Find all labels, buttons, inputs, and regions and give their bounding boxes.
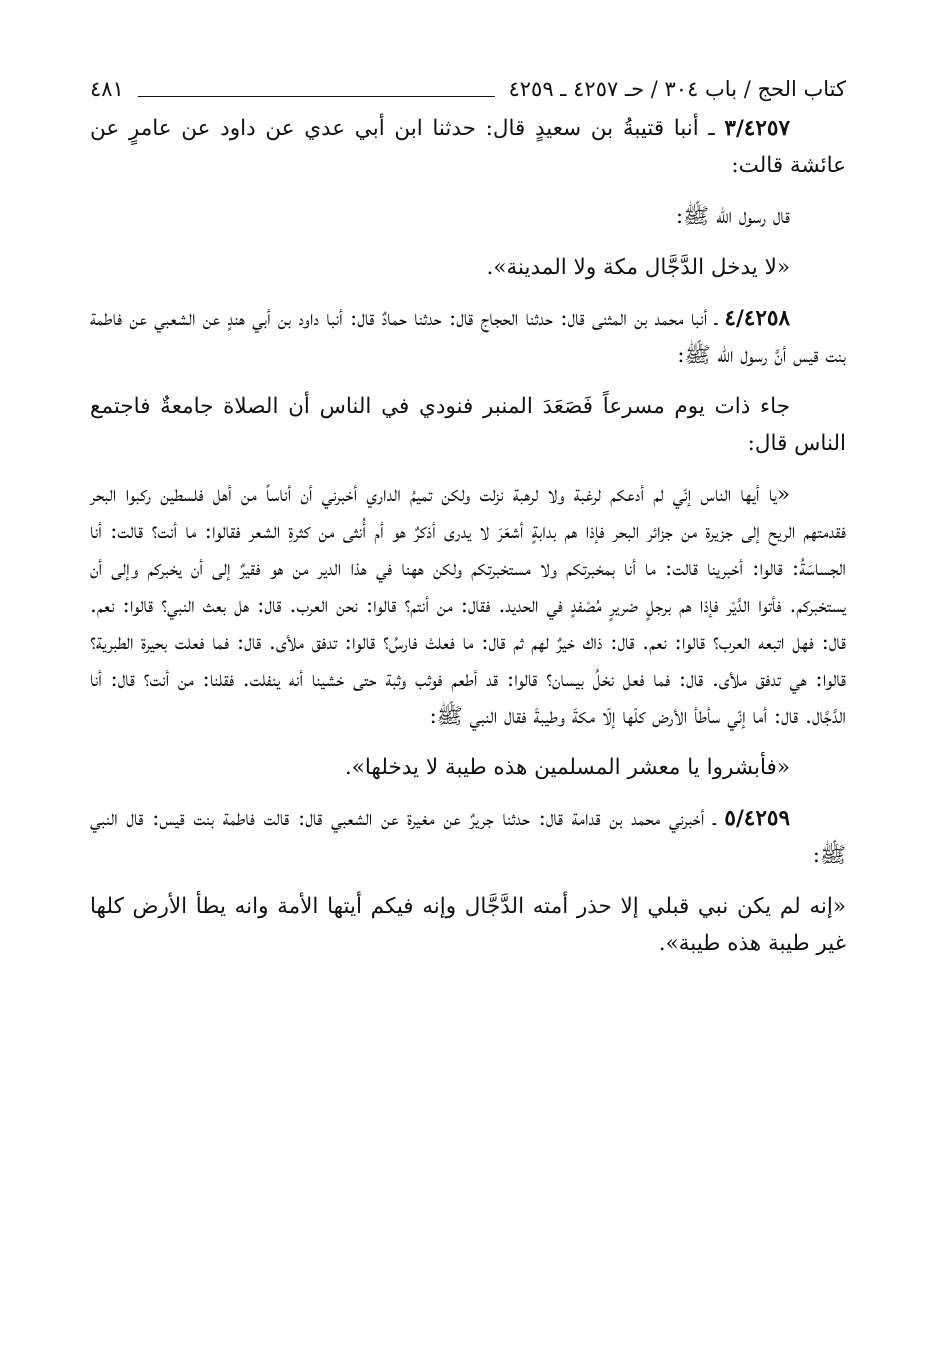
running-header (90, 70, 846, 104)
hadith-4258-matn: «يا أيها الناس إنّي لم أدعكم لرغبة ولا لرهبة نزلت ولكن تميمُ الداري أخبرني أن أناساً من أهل فلسطين ركبوا البحر فقدمتهم الريح إلى جزيرة من جزائر البحر فإذا هم بدابةٍ أشعَرَ لا يدرى أذكرٌ هو أم أُنثى من كثرةِ الشعر فقالوا: ما أنت؟ قالت: أنا الجساسَةُ: قالوا: أخبرينا قالت: ما أنا بمخبرتكم ولا مستخبرتكم ولكن ههنا في هذا الدير من هو فقيرٌ إلى أن يخبركم وإلى أن يستخبركم. فأتوا الدَّيْر فإذا هم برجلٍ ضريرٍ مُصْفدٍ في الحديد. فقال: من أنتم؟ قالوا: نحن العرب. قال: هل بعث النبي؟ قالوا: نعم. قال: فهل اتبعه العرب؟ قالوا: نعم. قال: ذاك خيرٌ لهم ثم قال: ما فعلتْ فارسُ؟ قالوا: تدفق ملأى. قال: فما فعلت بحيرة الطبرية؟ قالوا: هي تدفق ملأى. قال: فما فعل نخلُ بيسان؟ قالوا: قد أطعم فوثب وثبة حتى خشينا أنه ينفلت. فقلنا: من أنت؟ قال: أنا الدَّجَّال. قال: أما إنّي سأطأ الأرض كلّها إلّا مكةَ وطيبةَ فقال النبي ﷺ: (90, 482, 846, 729)
isnad-text: ـ أخبرني محمد بن قدامة قال: حدثنا جريرٌ عن مغيرة عن الشعبي قال: قالت فاطمة بنت قيس: قال النبي ﷺ: (90, 806, 846, 868)
hadith-4259-isnad (90, 800, 846, 874)
isnad-text: ـ أنبا محمد بن المثنى قال: حدثنا الحجاج قال: حدثنا حمادٌ قال: أنبا داود بن أبي هندٍ عن الشعبي عن فاطمة بنت قيس أنَّ رسول الله ﷺ: (90, 306, 846, 368)
hadith-4259-matn: «إنه لم يكن نبي قبلي إلا حذر أمته الدَّجَّال وإنه فيكم أيتها الأمة وانه يطأ الأرض كلها غير طيبة هذه طيبة». (90, 894, 846, 956)
hadith-4257-isnad (90, 110, 846, 184)
page-number: ٤٨١ (90, 77, 124, 101)
hadith-4258-intro: جاء ذات يوم مسرعاً فَصَعَدَ المنبر فنودي في الناس أن الصلاة جامعةٌ فاجتمع الناس قال: (90, 394, 846, 456)
hadith-number: ٥/٤٢٥٩ (724, 806, 790, 831)
hadith-4257-matn: «لا يدخل الدَّجَّال مكة ولا المدينة». (486, 255, 790, 280)
header-title: كتاب الحج / باب ٣٠٤ / حـ ٤٢٥٧ ـ ٤٢٥٩ (508, 77, 846, 101)
hadith-4258-isnad (90, 300, 846, 374)
isnad-text: ـ أنبا قتيبةُ بن سعيدٍ قال: حدثنا ابن أبي عدي عن داود عن عامرٍ عن عائشة قالت: (90, 116, 846, 178)
book-page (90, 70, 846, 962)
hadith-4257-intro: قال رسول الله ﷺ: (675, 204, 790, 229)
hadith-number: ٤/٤٢٥٨ (724, 306, 790, 331)
hadith-number: ٣/٤٢٥٧ (724, 116, 790, 141)
hadith-4258-closing: «فأبشروا يا معشر المسلمين هذه طيبة لا يدخلها». (344, 755, 790, 780)
header-rule (138, 96, 495, 97)
